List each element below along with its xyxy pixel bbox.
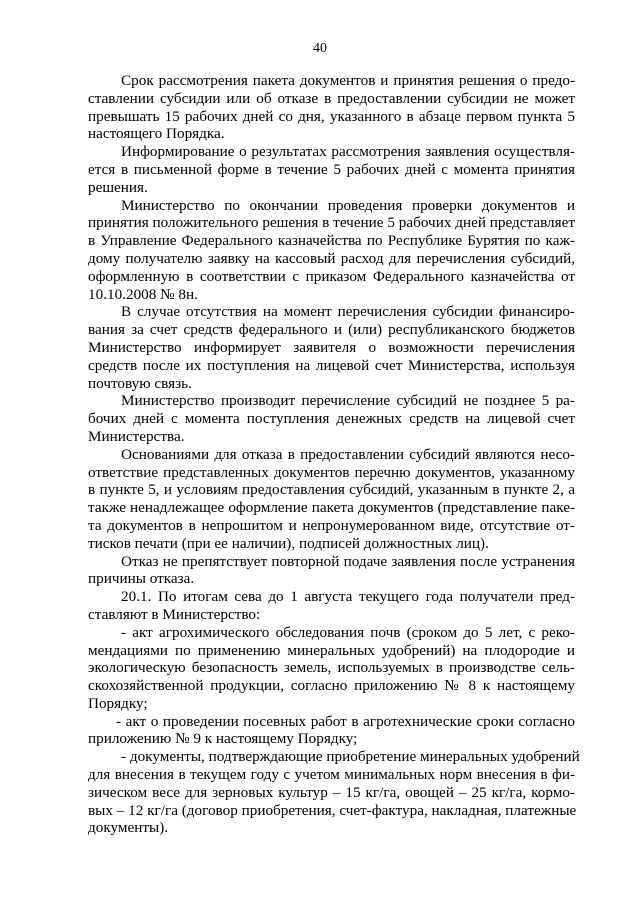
text-line: бочих дней с момента поступления денежных средств на лицевой счет xyxy=(88,410,575,428)
text-line: решения. xyxy=(88,178,148,196)
text-line: документы). xyxy=(88,819,169,837)
text-line: в Управление Федерального казначейства по Республике Бурятия по каж- xyxy=(88,232,575,250)
paragraph xyxy=(88,446,575,553)
text-line: ется в письменной форме в течение 5 рабочих дней с момента принятия xyxy=(88,160,575,178)
paragraph xyxy=(88,72,575,143)
text-line: Срок рассмотрения пакета документов и принятия решения о предо- xyxy=(121,72,575,89)
paragraph xyxy=(88,553,575,589)
paragraph xyxy=(88,143,575,196)
text-line: мендациями по применению минеральных удобрений) на плодородие и xyxy=(88,641,575,659)
text-line: Министерство производит перечисление субсидий не позднее 5 ра- xyxy=(121,392,575,410)
text-line: Министерства. xyxy=(88,427,185,445)
text-line: Информирование о результатах рассмотрения заявления осуществля- xyxy=(121,143,575,161)
text-line: вых – 12 кг/га (договор приобретения, счет-фактура, накладная, платежные xyxy=(88,801,577,819)
text-line: превышать 15 рабочих дней со дня, указанного в абзаце первом пункта 5 xyxy=(88,107,575,125)
text-line: также ненадлежащее оформление пакета документов (представление паке- xyxy=(88,499,575,517)
text-line: - акт о проведении посевных работ в агротехнические сроки согласно xyxy=(116,712,575,730)
paragraph xyxy=(88,197,575,304)
text-line: зическом весе для зерновых культур – 15 кг/га, овощей – 25 кг/га, кормо- xyxy=(88,783,575,801)
text-line: ответствие представленных документов перечню документов, указанному xyxy=(88,463,575,481)
text-line: В случае отсутствия на момент перечисления субсидии финансиро- xyxy=(121,303,575,321)
paragraph xyxy=(88,588,575,624)
text-line: скохозяйственной продукции, согласно приложению № 8 к настоящему xyxy=(88,677,575,695)
text-line: тисков печати (при ее наличии), подписей должностных лиц). xyxy=(88,534,489,552)
paragraph xyxy=(88,713,575,749)
paragraph xyxy=(88,392,575,445)
text-line: вания за счет средств федерального и (или) республиканского бюджетов xyxy=(88,321,575,339)
text-line: та документов в непрошитом и непронумерованном виде, отсутствие от- xyxy=(88,516,575,534)
document-body xyxy=(88,72,580,837)
text-line: настоящего Порядка. xyxy=(88,125,225,143)
text-line: Отказ не препятствует повторной подаче заявления после устранения xyxy=(121,552,575,570)
paragraph xyxy=(88,303,575,392)
text-line: Министерство информирует заявителя о возможности перечисления xyxy=(88,338,575,356)
text-line: ставлении субсидии или об отказе в предоставлении субсидии не может xyxy=(88,89,575,107)
text-line: почтовую связь. xyxy=(88,374,192,392)
text-line: 20.1. По итогам сева до 1 августа текущего года получатели пред- xyxy=(121,588,575,606)
text-line: дому получателю заявку на кассовый расход для перечисления субсидий, xyxy=(88,249,575,267)
text-line: - акт агрохимического обследования почв (сроком до 5 лет, с реко- xyxy=(121,623,575,641)
text-line: средств после их поступления на лицевой счет Министерства, используя xyxy=(88,356,575,374)
text-line: для внесения в текущем году с учетом минимальных норм внесения в фи- xyxy=(88,766,575,784)
text-line: Министерство по окончании проведения проверки документов и xyxy=(121,196,575,214)
text-line: оформленную в соответствии с приказом Федерального казначейства от xyxy=(88,267,575,285)
text-line: 10.10.2008 № 8н. xyxy=(88,285,198,303)
paragraph xyxy=(88,624,575,713)
text-line: Порядку; xyxy=(88,694,148,712)
paragraph xyxy=(88,748,580,837)
text-line: принятия положительного решения в течение 5 рабочих дней представляет xyxy=(88,214,575,232)
text-line: экологическую безопасность земель, используемых в производстве сель- xyxy=(88,659,575,677)
text-line: в пункте 5, и условиям предоставления субсидий, указанным в пункте 2, а xyxy=(88,481,575,499)
text-line: - документы, подтверждающие приобретение минеральных удобрений xyxy=(121,748,580,766)
text-line: приложению № 9 к настоящему Порядку; xyxy=(88,730,358,748)
text-line: Основаниями для отказа в предоставлении субсидий являются несо- xyxy=(121,445,575,463)
text-line: ставляют в Министерство: xyxy=(88,605,261,623)
page-number: 40 xyxy=(313,41,327,56)
text-line: причины отказа. xyxy=(88,570,195,588)
